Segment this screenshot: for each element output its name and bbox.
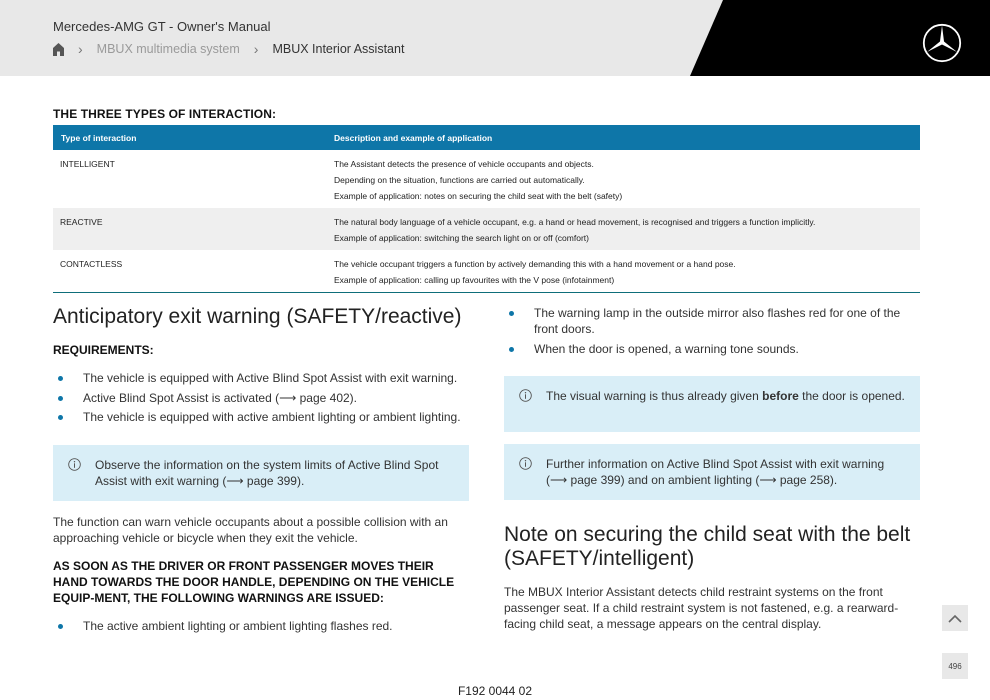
info-text-pre: The visual warning is thus already given xyxy=(546,388,763,403)
bullet-dot xyxy=(509,347,514,352)
table-cell-description xyxy=(327,208,920,250)
requirements-label: REQUIREMENTS: xyxy=(53,343,154,357)
warnings-list-continued xyxy=(504,305,920,357)
page-header xyxy=(0,0,990,76)
info-text-post: the door is opened. xyxy=(798,388,905,403)
bullet-dot xyxy=(58,415,63,420)
child-seat-heading: Note on securing the child seat with the belt (SAFETY/intelligent) xyxy=(504,522,911,570)
list-item xyxy=(504,341,920,357)
table-header-row xyxy=(53,125,920,150)
interaction-types-table xyxy=(53,125,920,293)
bullet-dot xyxy=(58,624,63,629)
exit-warning-heading: Anticipatory exit warning (SAFETY/reactive) xyxy=(53,305,462,328)
list-item xyxy=(53,370,469,386)
info-icon xyxy=(519,389,532,402)
function-paragraph: The function can warn vehicle occupants about a possible collision with an approaching vehicle or bicycle when they exit the vehicle. xyxy=(53,515,448,545)
scroll-to-top-button[interactable] xyxy=(942,605,968,631)
table-row xyxy=(53,250,920,293)
list-item xyxy=(53,409,469,425)
section-label: THE THREE TYPES OF INTERACTION: xyxy=(53,107,277,121)
info-box-visual-warning xyxy=(504,376,920,432)
warnings-heading: AS SOON AS THE DRIVER OR FRONT PASSENGER MOVES THEIR HAND TOWARDS THE DOOR HANDLE, DEPENDING ON THE VEHICLE EQUIP-MENT, THE FOLLOWING WARNINGS ARE ISSUED: xyxy=(53,559,455,605)
breadcrumb-mbux-multimedia[interactable]: MBUX multimedia system xyxy=(96,42,240,56)
list-item-text: The warning lamp in the outside mirror also flashes red for one of the front doors. xyxy=(534,306,901,336)
description-line: Example of application: switching the search light on or off (comfort) xyxy=(334,233,589,243)
manual-title: Mercedes-AMG GT - Owner's Manual xyxy=(53,19,271,34)
breadcrumb-current: MBUX Interior Assistant xyxy=(272,42,405,56)
chevron-right-icon: › xyxy=(253,41,259,57)
table-row xyxy=(53,208,920,250)
table-cell-description xyxy=(327,250,920,293)
info-text[interactable]: Further information on Active Blind Spot Assist with exit warning (⟶ page 399) and on ambient lighting (⟶ page 258). xyxy=(546,456,885,487)
footer-image-code: F192 0044 02 xyxy=(457,684,533,698)
table-header-type: Type of interaction xyxy=(53,125,327,150)
info-text[interactable]: Observe the information on the system limits of Active Blind Spot Assist with exit warning (⟶ page 399). xyxy=(95,458,439,488)
description-line: The natural body language of a vehicle occupant, e.g. a hand or head movement, is recognised and triggers a function implicitly. xyxy=(334,217,816,227)
list-item xyxy=(504,305,920,337)
list-item xyxy=(53,618,469,634)
info-icon xyxy=(68,458,81,471)
warnings-list xyxy=(53,618,469,634)
list-item-text[interactable]: Active Blind Spot Assist is activated (⟶ page 402). xyxy=(83,390,358,405)
info-icon xyxy=(519,457,532,470)
chevron-right-icon: › xyxy=(78,41,83,57)
list-item-text: When the door is opened, a warning tone sounds. xyxy=(534,341,799,356)
breadcrumb xyxy=(53,42,404,56)
child-seat-paragraph: The MBUX Interior Assistant detects child restraint systems on the front passenger seat. If a child restraint system is not fastened, e.g. a rearward-facing child seat, a message appears on the central display. xyxy=(504,584,899,631)
description-line: Example of application: notes on securing the child seat with the belt (safety) xyxy=(334,191,623,201)
left-column xyxy=(53,305,469,638)
list-item-text: The vehicle is equipped with Active Blind Spot Assist with exit warning. xyxy=(83,371,458,385)
list-item-text: The active ambient lighting or ambient lighting flashes red. xyxy=(83,619,393,633)
table-cell-description xyxy=(327,150,920,208)
home-icon[interactable] xyxy=(53,43,64,56)
requirements-list xyxy=(53,370,469,425)
list-item-text: The vehicle is equipped with active ambient lighting or ambient lighting. xyxy=(83,410,461,424)
description-line: Depending on the situation, functions are carried out automatically. xyxy=(334,175,585,185)
table-cell-type: CONTACTLESS xyxy=(53,250,327,293)
description-line: The vehicle occupant triggers a function by actively demanding this with a hand movement or a hand pose. xyxy=(334,259,736,269)
bullet-dot xyxy=(58,376,63,381)
info-text-bold: before xyxy=(762,388,799,403)
description-line: Example of application: calling up favourites with the V pose (infotainment) xyxy=(334,275,615,285)
list-item xyxy=(53,390,469,406)
description-line: The Assistant detects the presence of vehicle occupants and objects. xyxy=(334,159,594,169)
bullet-dot xyxy=(509,311,514,316)
table-header-description: Description and example of application xyxy=(327,125,920,150)
table-cell-type: REACTIVE xyxy=(53,208,327,250)
bullet-dot xyxy=(58,396,63,401)
chevron-up-icon xyxy=(948,614,962,623)
page-number-box[interactable] xyxy=(942,653,968,679)
page-number: 496 xyxy=(948,661,962,671)
right-column xyxy=(504,305,920,632)
table-row xyxy=(53,150,920,208)
mercedes-star-logo xyxy=(922,23,962,63)
table-cell-type: INTELLIGENT xyxy=(60,159,115,169)
info-box-system-limits xyxy=(53,445,469,501)
info-box-further-information xyxy=(504,444,920,500)
